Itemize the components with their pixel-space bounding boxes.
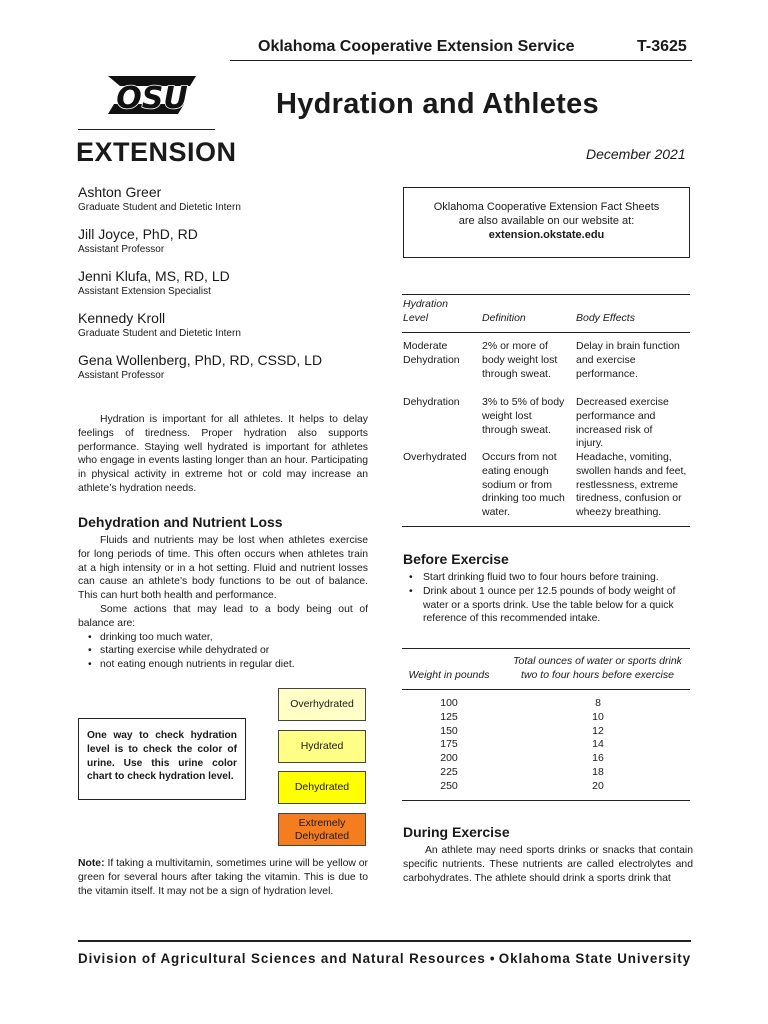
list-item: • Drink about 1 ounce per 12.5 pounds of body weight of water or a sports drink. Use the table below for a quick reference of this recommended intake. [403,585,693,626]
table-cell-weight: 100 [440,697,458,709]
vitamin-note [78,857,368,898]
weight-column [423,697,475,794]
author-list [78,184,378,394]
dehydration-paragraph: Fluids and nutrients may be lost when athletes exercise for long periods of time. This often occurs when athletes train at a high intensity or in a hot setting. Fluid and nutrient losses can cause an athlete’s body functions to be out of balance. This can hurt both health and performance. [78,535,368,602]
footer-rule [78,940,691,942]
author-title: Graduate Student and Dietetic Intern [78,328,241,339]
table-header-definition: Definition [482,312,526,324]
page-footer [78,951,691,966]
list-item: • starting exercise while dehydrated or [78,644,368,658]
publication-date: December 2021 [586,146,686,162]
website-line: Oklahoma Cooperative Extension Fact Sheets [433,201,660,213]
table-rule [402,689,690,690]
table-cell-weight: 150 [440,724,458,737]
before-exercise-bullets [403,571,693,626]
author-title: Graduate Student and Dietetic Intern [78,202,241,213]
author-name: Jill Joyce, PhD, RD [78,226,198,242]
table-cell-ounces: 10 [592,710,604,723]
table-cell-weight: 125 [440,710,458,723]
table-cell-ounces: 20 [592,779,604,792]
logo-rule [78,129,215,130]
note-text: If taking a multivitamin, sometimes urine will be yellow or green for several hours after taking the vitamin. This is due to the vitamin itself. It may not be a sign of hydration level. [78,858,368,897]
table-cell-ounces: 16 [592,752,604,765]
ounces-column [572,697,624,794]
section-heading-during-exercise: During Exercise [403,824,510,840]
table-cell-weight: 200 [440,752,458,765]
list-item: • Start drinking fluid two to four hours before training. [403,571,693,585]
publisher-name: Oklahoma Cooperative Extension Service [258,38,575,55]
author [78,268,378,298]
table-cell-weight: 250 [440,779,458,792]
table-cell-effects: Delay in brain function and exercise performance. [576,340,680,380]
table-cell-weight: 225 [440,765,458,778]
table-header-effects: Body Effects [576,312,635,324]
intro-paragraph: Hydration is important for all athletes. It helps to delay feelings of tiredness. Proper hydration also supports performance. Staying well hydrated is important for athletes who engage in events lasting longer than an hour. Participating in physical activity in extreme hot or cold may increase an athlete’s hydration needs. [78,414,368,494]
dehydration-paragraph: Some actions that may lead to a body being out of balance are: [78,603,368,629]
during-exercise-paragraph: An athlete may need sports drinks or snacks that contain specific nutrients. These nutrients are called electrolytes and carbohydrates. The athlete should drink a sports drink that [403,845,693,884]
list-item: • drinking too much water, [78,631,368,645]
footer-bullet: • [489,951,495,966]
table-cell-weight: 175 [440,738,458,751]
table-rule [402,294,690,295]
table-cell-ounces: 12 [592,724,604,737]
extension-wordmark: EXTENSION [76,137,237,167]
author [78,226,378,256]
table-rule [402,648,690,649]
table-header-weight: Weight in pounds [408,669,490,681]
table-cell-effects: Decreased exercise performance and increased risk of injury. [576,396,669,450]
website-info-box [403,187,690,258]
author [78,310,378,340]
author [78,352,378,382]
table-cell-definition: Occurs from not eating enough sodium or from drinking too much water. [482,451,565,519]
website-link[interactable]: extension.okstate.edu [488,229,605,241]
author-title: Assistant Professor [78,370,165,381]
author-name: Ashton Greer [78,184,162,200]
author-name: Kennedy Kroll [78,310,166,326]
section-heading-dehydration: Dehydration and Nutrient Loss [78,514,283,530]
table-rule [402,332,690,333]
table-rule [402,526,690,527]
table-cell-definition: 2% or more of body weight lost through sweat. [482,340,558,380]
urine-chart-callout: One way to check hydration level is to check the color of urine. Use this urine color chart to check hydration level. [78,718,246,800]
table-cell-effects: Headache, vomiting, swollen hands and feet, restlessness, extreme tiredness, confusion or wheezy breathing. [576,451,687,519]
table-cell-level: Dehydration [403,396,460,408]
table-cell-definition: 3% to 5% of body weight lost through sweat. [482,396,565,436]
color-swatch-overhydrated: Overhydrated [278,688,366,721]
color-swatch-hydrated: Hydrated [278,730,366,763]
author-title: Assistant Professor [78,244,165,255]
footer-division: Division of Agricultural Sciences and Natural Resources [78,951,486,966]
footer-university: Oklahoma State University [498,951,691,966]
table-cell-level: Moderate Dehydration [403,340,460,366]
list-item: • not eating enough nutrients in regular diet. [78,658,368,672]
note-label: Note: [78,858,105,869]
dehydration-bullets [78,631,368,672]
osu-logo-text: OSU [116,81,188,116]
table-cell-ounces: 14 [592,738,604,751]
section-heading-before-exercise: Before Exercise [403,551,509,567]
dehydration-section [78,534,368,672]
author-name: Gena Wollenberg, PhD, RD, CSSD, LD [78,352,323,368]
header-rule [230,60,692,61]
fact-sheet-number: T-3625 [637,38,687,55]
osu-logo [100,66,204,124]
author [78,184,378,214]
table-header-ounces: Total ounces of water or sports drink two to four hours before exercise [513,655,682,681]
author-title: Assistant Extension Specialist [78,286,211,297]
table-header-level: Hydration Level [403,298,448,324]
page-title: Hydration and Athletes [276,88,599,120]
author-name: Jenni Klufa, MS, RD, LD [78,268,230,284]
table-cell-level: Overhydrated [403,451,467,463]
color-swatch-extremely-dehydrated: Extremely Dehydrated [278,813,366,846]
table-rule [402,800,690,801]
table-cell-ounces: 8 [595,697,601,709]
website-line: are also available on our website at: [458,215,635,227]
color-swatch-dehydrated: Dehydrated [278,771,366,804]
table-cell-ounces: 18 [592,765,604,778]
